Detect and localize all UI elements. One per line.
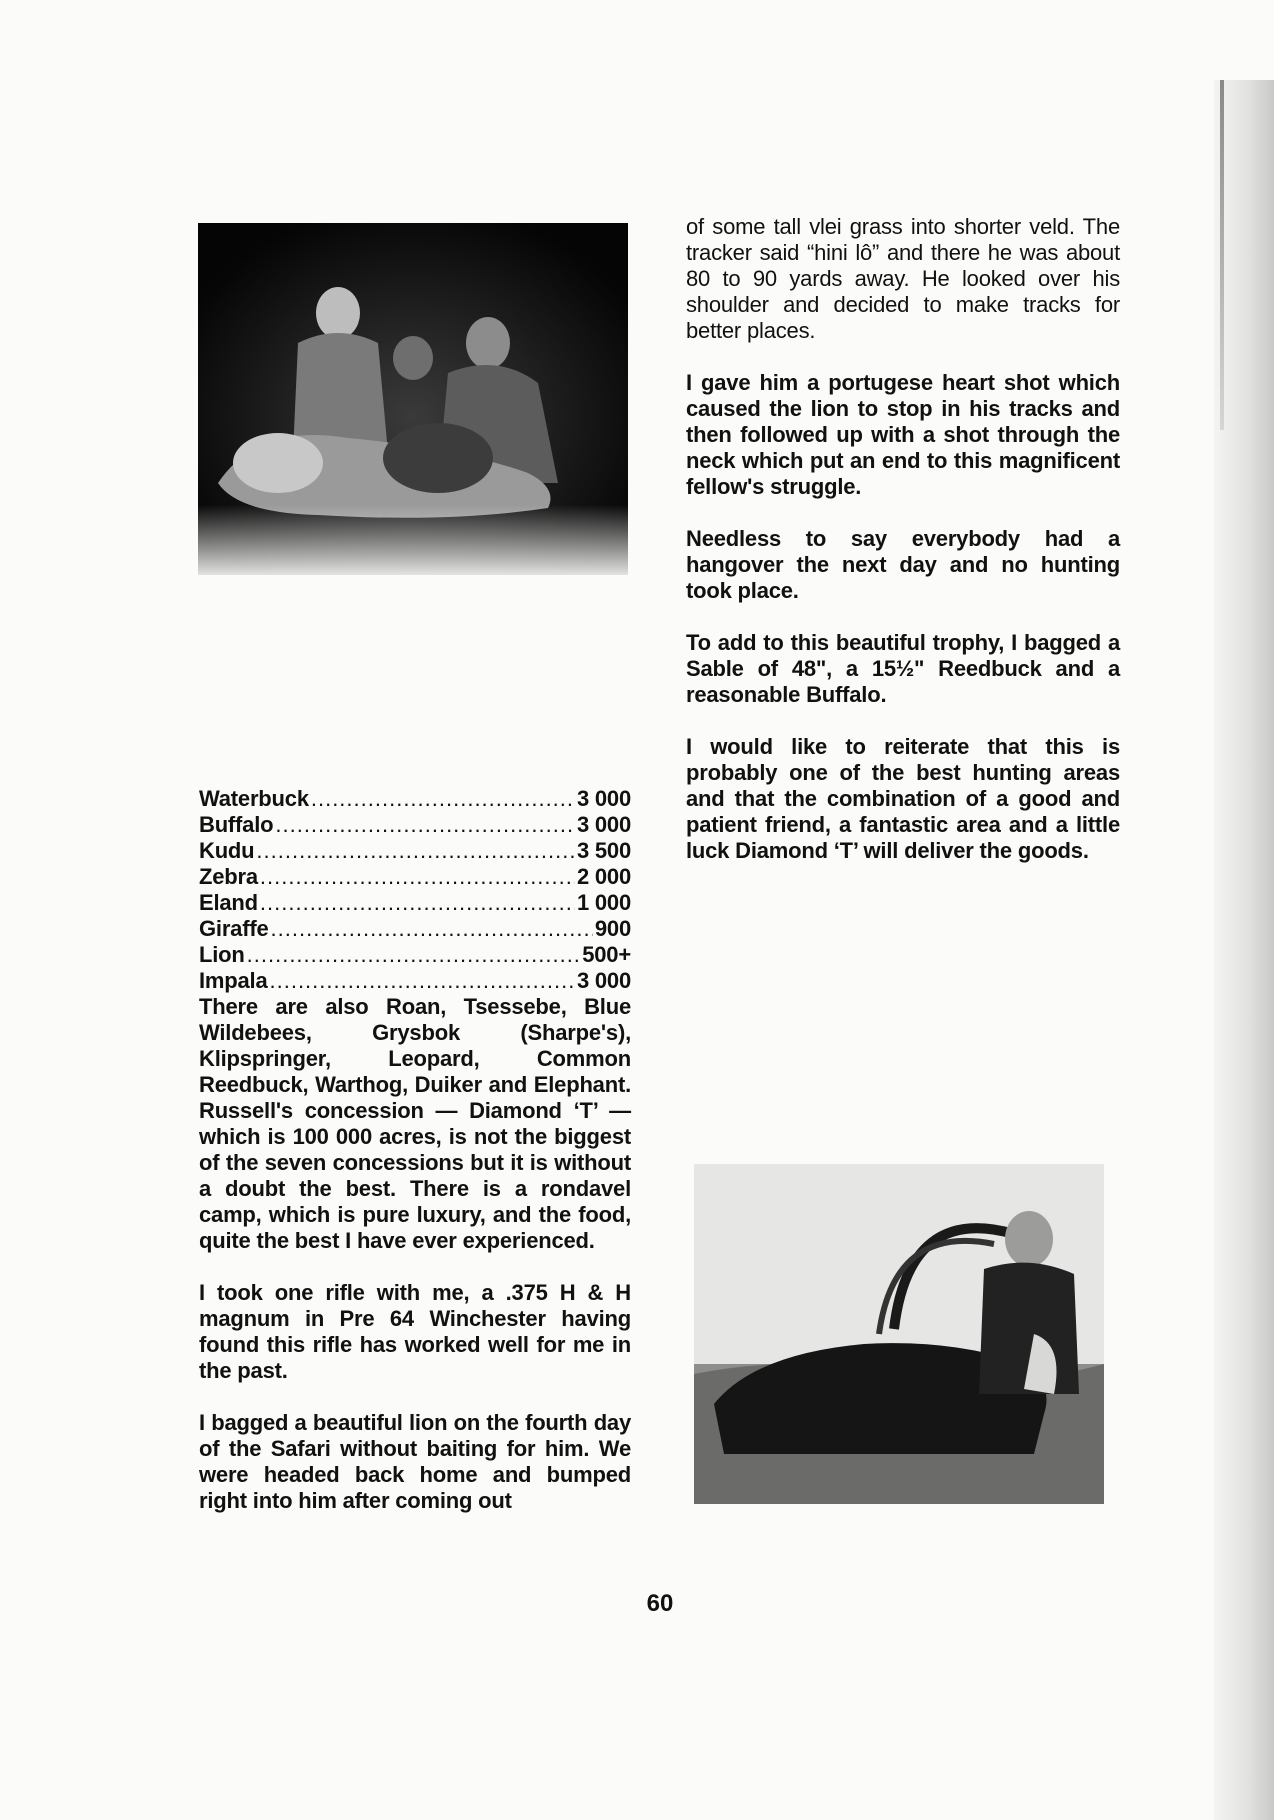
paragraph: of some tall vlei grass into shorter veld. The tracker said “hini lô” and there he was about 80 to 90 yards away. He looked over his shoulder and decided to make tracks for better places. (686, 214, 1120, 343)
animal-name: Kudu (199, 838, 255, 863)
animal-name: Eland (199, 890, 258, 915)
leader-dots (270, 968, 575, 994)
leader-dots (311, 786, 575, 812)
animal-count: 3 000 (576, 786, 631, 811)
animal-name: Buffalo (199, 812, 274, 837)
animal-count: 3 500 (576, 838, 631, 863)
animal-name: Waterbuck (199, 786, 309, 811)
paragraph: I bagged a beautiful lion on the fourth day of the Safari without baiting for him. We were headed back home and bumped right into him after coming out (199, 1410, 631, 1513)
game-count-list (199, 786, 631, 994)
page-spine-edge (1220, 80, 1224, 430)
right-text-column (686, 214, 1120, 890)
animal-count: 900 (594, 916, 631, 941)
animal-count: 500+ (582, 942, 631, 967)
animal-name: Zebra (199, 864, 258, 889)
list-item (199, 864, 631, 890)
animal-name: Giraffe (199, 916, 269, 941)
page-number: 60 (646, 1590, 674, 1617)
leader-dots (260, 890, 575, 916)
animal-count: 3 000 (576, 812, 631, 837)
paragraph: Needless to say everybody had a hangover the next day and no hunting took place. (686, 526, 1120, 603)
list-item (199, 890, 631, 916)
paragraph: I would like to reiterate that this is probably one of the best hunting areas and that the combination of a good and patient friend, a fantastic area and a little luck Diamond ‘T’ will deliver the goods. (686, 734, 1120, 863)
list-item (199, 838, 631, 864)
leader-dots (256, 838, 575, 864)
leader-dots (275, 812, 575, 838)
list-item (199, 942, 631, 968)
paragraph: There are also Roan, Tsessebe, Blue Wildebees, Grysbok (Sharpe's), Klipspringer, Leopard, Common Reedbuck, Warthog, Duiker and Elephant. Russell's concession — Diamond ‘T’ — which is 100 000 acres, is not the biggest of the seven concessions but it is without a doubt the best. There is a rondavel camp, which is pure luxury, and the food, quite the best I have ever experienced. (199, 994, 631, 1253)
left-text-column (199, 786, 631, 1540)
sable-trophy-photo (694, 1164, 1104, 1504)
list-item (199, 786, 631, 812)
leader-dots (271, 916, 593, 942)
animal-name: Impala (199, 968, 268, 993)
list-item (199, 916, 631, 942)
list-item (199, 812, 631, 838)
list-item (199, 968, 631, 994)
paragraph: To add to this beautiful trophy, I bagged a Sable of 48", a 15½" Reedbuck and a reasonable Buffalo. (686, 630, 1120, 707)
animal-count: 1 000 (576, 890, 631, 915)
animal-count: 2 000 (576, 864, 631, 889)
animal-name: Lion (199, 942, 245, 967)
animal-count: 3 000 (576, 968, 631, 993)
leader-dots (247, 942, 581, 968)
paragraph: I gave him a portugese heart shot which caused the lion to stop in his tracks and then followed up with a shot through the neck which put an end to this magnificent fellow's struggle. (686, 370, 1120, 499)
leader-dots (260, 864, 575, 890)
paragraph: I took one rifle with me, a .375 H & H magnum in Pre 64 Winchester having found this rifle has worked well for me in the past. (199, 1280, 631, 1383)
lion-trophy-photo (198, 223, 628, 575)
